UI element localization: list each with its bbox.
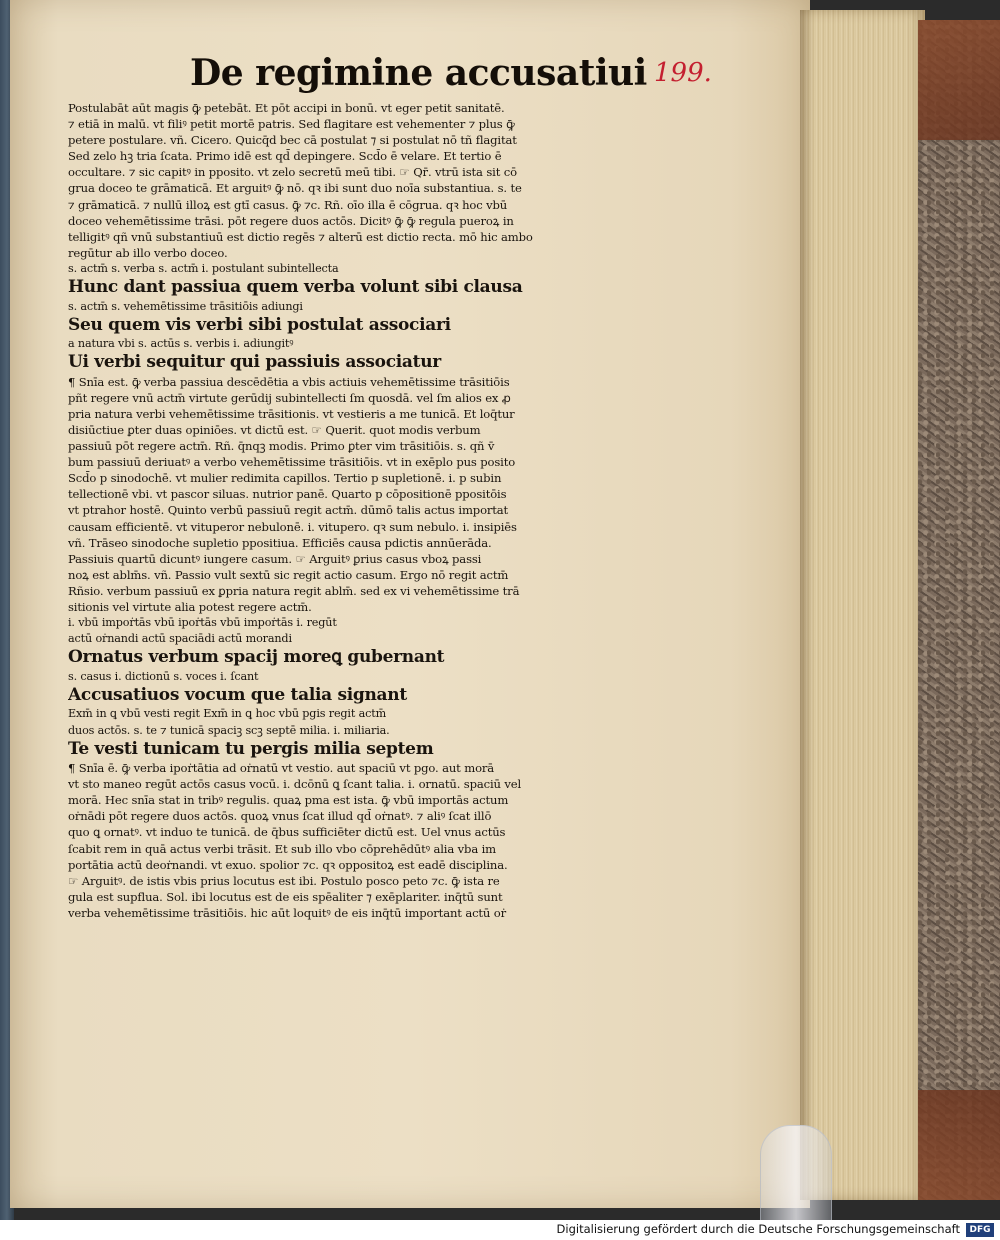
- text-line: portātia actū deoṙnandi. vt exuo. spolior ⁊c. qꝛ oppositoꝝ est eadē disciplina.: [68, 857, 508, 872]
- gloss-line: a natura vbi s. actūs s. verbis i. adiungitꝰ: [68, 337, 294, 351]
- leather-corner-top: [918, 20, 1000, 140]
- verse-line: Te vesti tunicam tu pergis milia septem: [68, 738, 434, 759]
- text-line: noꝝ est ablm̄s. vñ. Passio vult sextū sic regit actio casum. Ergo nō regit actm̄: [68, 567, 509, 582]
- fore-edge-shadow: [800, 10, 814, 1200]
- text-line: vt ptrahor hostē. Quinto verbū passiuū regit actm̄. dūmō talis actus importat: [68, 503, 509, 518]
- text-line: ⁊ etiā in malū. vt filiꝰ petit mortē patris. Sed flagitare est vehementer ⁊ plus ꝙ̄: [68, 117, 515, 132]
- gloss-line: actū oṙnandi actū spaciādi actū morandi: [68, 632, 292, 646]
- text-line: tellectionē vbi. vt pascor siluas. nutrior panē. Quarto p cōpositionē ppositōis: [68, 487, 507, 502]
- text-line: doceo vehemētissime trāsi. pōt regere duos actōs. Dicitꝰ ꝙ̄ ꝙ̄ regula pueroꝝ in: [68, 213, 514, 228]
- gloss-line: s. actm̄ s. verba s. actm̄ i. postulant subintellecta: [68, 261, 339, 275]
- gloss-line: s. actm̄ s. vehemētissime trāsitiōis adiungi: [68, 299, 303, 313]
- text-line: causam efficientē. vt vituperor nebulonē. i. vitupero. qꝛ sum nebulo. i. insipiēs: [68, 519, 517, 534]
- text-line: gula est supflua. Sol. ibi locutus est de eis spēaliter ⁊ exēplariter. inq̄tū sunt: [68, 889, 503, 904]
- text-line: morā. Hec snīa stat in tribꝰ regulis. quaꝝ pma est ista. ꝙ̄ vbū importās actum: [68, 793, 509, 808]
- text-line: pñt regere vnū actm̄ virtute gerūdij subintellecti ſm quosdā. vel ſm alios ex ꝓ: [68, 390, 511, 405]
- text-line: disiūctiue ꝑter duas opiniōes. vt dictū est. ☞ Querit. quot modis verbum: [68, 423, 481, 437]
- text-line: Scd̄o p sinodochē. vt mulier redimita capillos. Tertio p supletionē. i. p subin: [68, 471, 502, 486]
- text-line: Passiuis quartū dicuntꝰ iungere casum. ☞ Arguitꝰ ꝑrius casus vboꝝ passi: [68, 551, 482, 566]
- leather-corner-bottom: [918, 1090, 1000, 1200]
- text-line: Sed zelo hꝫ tria ſcata. Primo idē est qd̄ depingere. Scd̄o ē velare. Et tertio ē: [68, 149, 502, 164]
- gloss-line: i. vbū impoṙtās vbū ipoṙtās vbū impoṙtās i. regūt: [68, 616, 337, 630]
- text-line: occultare. ⁊ sic capitꝰ in pposito. vt zelo secretū meū tibi. ☞ Qr̄. vtrū ista sit cō: [68, 165, 517, 180]
- dfg-logo: DFG: [966, 1223, 994, 1237]
- book-clamp: [760, 1125, 832, 1220]
- text-line: Rñsio. verbum passiuū ex ꝑpria natura regit ablm̄. sed ex vi vehemētissime trā: [68, 583, 520, 598]
- text-line: grua doceo te grāmaticā. Et arguitꝰ ꝙ̄ nō. qꝛ ibi sunt duo noīa substantiua. s. te: [68, 181, 522, 196]
- text-line: verba vehemētissime trāsitiōis. hic aūt loquitꝰ de eis inq̄tū important actū oṙ: [68, 905, 507, 920]
- text-line: Postulabāt aūt magis ꝙ̄ petebāt. Et pōt accipi in bonū. vt eger petit sanitatē.: [68, 101, 505, 115]
- text-line: vñ. Trāseo sinodoche supletio ppositiua. Efficiēs causa pdictis annūerāda.: [68, 535, 492, 550]
- text-line: passiuū pōt regere actm̄. Rñ. q̄nqꝫ modis. Primo ꝑter vim trāsitiōis. s. qñ v̄: [68, 439, 495, 454]
- text-line: bum passiuū deriuatꝰ a verbo vehemētissime trāsitiōis. vt in exēplo pus posito: [68, 455, 516, 470]
- page-fore-edge: [800, 10, 925, 1200]
- verse-line: Accusatiuos vocum que talia signant: [68, 684, 407, 705]
- gloss-line: duos actōs. s. te ⁊ tunicā spaciꝫ scꝫ septē milia. i. miliaria.: [68, 723, 390, 737]
- text-line: ¶ Snīa est. ꝙ̄ verba passiua descēdētia a vbis actiuis vehemētissime trāsitiōis: [68, 374, 510, 389]
- verse-line: Ornatus verbum spacij moreꝗ gubernant: [68, 647, 445, 668]
- text-line: ſcabit rem in quā actus verbi trāsit. Et sub illo vbo cōprehēdūtꝰ alia vba im: [68, 841, 497, 856]
- text-column: [68, 100, 638, 921]
- verse-line: Seu quem vis verbi sibi postulat associari: [68, 314, 451, 335]
- text-line: pria natura verbi vehemētissime trāsitionis. vt vestieris a me tunicā. Et loq̄tur: [68, 406, 515, 421]
- gloss-line: s. casus i. dictionū s. voces i. ſcant: [68, 669, 259, 683]
- dfg-credit: Digitalisierung gefördert durch die Deutsche Forschungsgemeinschaft: [556, 1222, 960, 1236]
- text-line: quo ꝗ ornatꝰ. vt induo te tunicā. de q̄bus sufficiēter dictū est. Uel vnus actūs: [68, 825, 506, 840]
- verse-line: Ui verbi sequitur qui passiuis associatur: [68, 352, 441, 373]
- page-title: De regimine accusatiui: [190, 52, 647, 94]
- text-line: vt sto maneo regūt actōs casus vocū. i. dcōnū ꝗ ſcant talia. i. ornatū. spaciū vel: [68, 777, 522, 792]
- gloss-line: Exm̄ in ꝗ vbū vesti regit Exm̄ in ꝗ hoc vbū pgis regit actm̄: [68, 707, 387, 721]
- verse-line: Hunc dant passiua quem verba volunt sibi clausa: [68, 277, 523, 298]
- text-line: ⁊ grāmaticā. ⁊ nullū illoꝝ est gtī casus. ꝙ̄ ⁊c. Rñ. oīo illa ē cōgrua. qꝛ hoc vbū: [68, 197, 508, 212]
- text-line: telligitꝰ qñ vnū substantiuū est dictio regēs ⁊ alterū est dictio recta. mō hic ambo: [68, 229, 533, 244]
- text-line: regūtur ab illo verbo doceo.: [68, 245, 228, 260]
- folio-number: 199.: [654, 58, 712, 88]
- marbled-board: [918, 20, 1000, 1200]
- text-line: ¶ Snīa ē. ꝙ̄ verba ipoṙtātia ad oṙnatū vt vestio. aut spaciū vt pgo. aut morā: [68, 761, 495, 776]
- text-line: sitionis vel virtute alia potest regere actm̄.: [68, 600, 312, 615]
- text-line: ☞ Arguitꝰ. de istis vbis prius locutus est ibi. Postulo posco peto ⁊c. ꝙ̄ ista re: [68, 873, 500, 888]
- text-line: petere postulare. vñ. Cicero. Quicq̄d bec cā postulat ⁊ si postulat nō tñ flagitat: [68, 133, 517, 148]
- text-line: oṙnādi pōt regere duos actōs. quoꝝ vnus ſcat illud qd̄ oṙnatꝰ. ⁊ aliꝰ ſcat illō: [68, 809, 492, 824]
